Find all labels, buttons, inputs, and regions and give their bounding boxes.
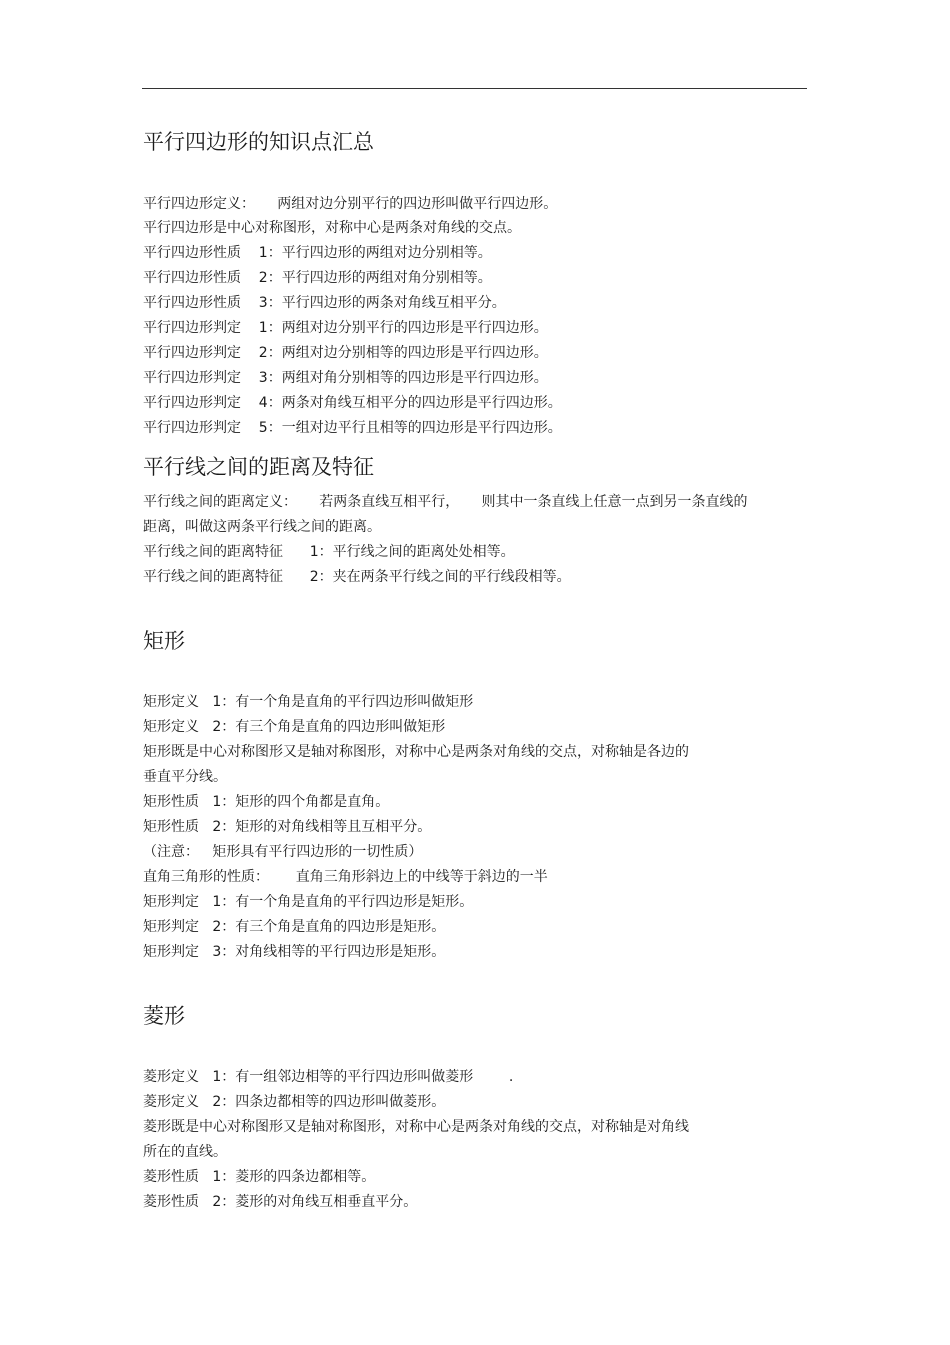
section-heading-parallel-distance: 平行线之间的距离及特征 [143,455,374,479]
paragraph-line: 平行四边形判定 3：两组对角分别相等的四边形是平行四边形。 [143,370,548,386]
paragraph-line: 矩形判定 2：有三个角是直角的四边形是矩形。 [143,919,446,935]
paragraph-line: 平行四边形是中心对称图形，对称中心是两条对角线的交点。 [143,220,521,236]
paragraph-line: 平行四边形性质 3：平行四边形的两条对角线互相平分。 [143,295,506,311]
paragraph-line: 垂直平分线。 [143,769,227,785]
paragraph-line: 平行四边形定义： 两组对边分别平行的四边形叫做平行四边形。 [143,196,558,212]
paragraph-line: 直角三角形的性质： 直角三角形斜边上的中线等于斜边的一半 [143,869,548,885]
section-heading-rhombus: 菱形 [143,1004,185,1028]
paragraph-line: 平行线之间的距离特征 1：平行线之间的距离处处相等。 [143,544,515,560]
document-title: 平行四边形的知识点汇总 [143,130,374,154]
paragraph-line: 平行四边形性质 1：平行四边形的两组对边分别相等。 [143,245,492,261]
paragraph-line: 距离，叫做这两条平行线之间的距离。 [143,519,381,535]
paragraph-line: 矩形性质 2：矩形的对角线相等且互相平分。 [143,819,432,835]
section-heading-rectangle: 矩形 [143,629,185,653]
paragraph-line: 矩形判定 1：有一个角是直角的平行四边形是矩形。 [143,894,474,910]
paragraph-line: 平行线之间的距离特征 2：夹在两条平行线之间的平行线段相等。 [143,569,571,585]
paragraph-line: 矩形定义 2：有三个角是直角的四边形叫做矩形 [143,719,446,735]
paragraph-line: 平行四边形性质 2：平行四边形的两组对角分别相等。 [143,270,492,286]
paragraph-line: 矩形性质 1：矩形的四个角都是直角。 [143,794,390,810]
paragraph-line: 矩形既是中心对称图形又是轴对称图形，对称中心是两条对角线的交点，对称轴是各边的 [143,744,689,760]
paragraph-line: 菱形性质 1：菱形的四条边都相等。 [143,1169,376,1185]
paragraph-line: 菱形既是中心对称图形又是轴对称图形，对称中心是两条对角线的交点，对称轴是对角线 [143,1119,689,1135]
header-rule [142,88,807,89]
paragraph-line: 菱形定义 1：有一组邻边相等的平行四边形叫做菱形 . [143,1069,514,1085]
paragraph-line: 平行四边形判定 2：两组对边分别相等的四边形是平行四边形。 [143,345,548,361]
paragraph-line: 平行四边形判定 1：两组对边分别平行的四边形是平行四边形。 [143,320,548,336]
paragraph-line: 平行四边形判定 5：一组对边平行且相等的四边形是平行四边形。 [143,420,562,436]
paragraph-line: 菱形性质 2：菱形的对角线互相垂直平分。 [143,1194,418,1210]
paragraph-line: （注意： 矩形具有平行四边形的一切性质） [143,844,423,860]
paragraph-line: 平行线之间的距离定义： 若两条直线互相平行， 则其中一条直线上任意一点到另一条直线的 [143,494,748,510]
paragraph-line: 所在的直线。 [143,1144,227,1160]
paragraph-line: 菱形定义 2：四条边都相等的四边形叫做菱形。 [143,1094,446,1110]
paragraph-line: 平行四边形判定 4：两条对角线互相平分的四边形是平行四边形。 [143,395,562,411]
paragraph-line: 矩形判定 3：对角线相等的平行四边形是矩形。 [143,944,446,960]
paragraph-line: 矩形定义 1：有一个角是直角的平行四边形叫做矩形 [143,694,474,710]
